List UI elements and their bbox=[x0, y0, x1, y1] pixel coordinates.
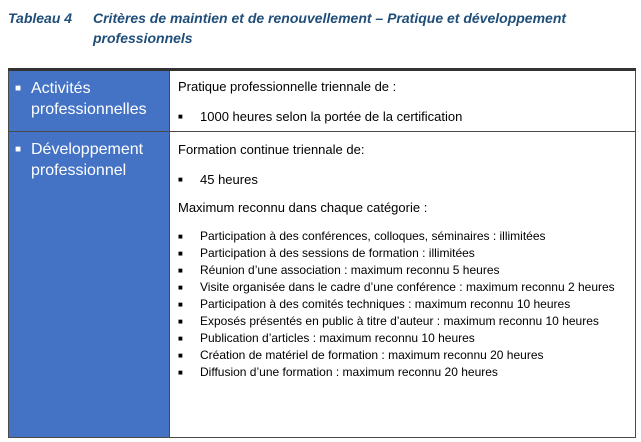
list-item: ■ Participation à des conférences, colloques, séminaires : illimitées bbox=[178, 229, 546, 243]
square-bullet-icon: ■ bbox=[178, 351, 183, 360]
square-bullet-icon: ■ bbox=[178, 266, 183, 275]
square-bullet-icon: ■ bbox=[178, 112, 183, 121]
row-label-line2: professionnelles bbox=[31, 101, 147, 118]
row-label-cell bbox=[9, 70, 170, 132]
square-bullet-icon: ■ bbox=[178, 175, 183, 184]
bullet-icon: ■ bbox=[15, 83, 22, 94]
row-label-line1: Développement bbox=[31, 141, 144, 158]
row-label-line2: professionnel bbox=[31, 162, 127, 179]
list-item: ■ 1000 heures selon la portée de la certification bbox=[178, 109, 463, 124]
category-list bbox=[178, 228, 635, 381]
row-content-cell bbox=[170, 132, 636, 438]
row-label-line1: Activités bbox=[31, 80, 91, 97]
row-content-cell bbox=[170, 70, 636, 132]
square-bullet-icon: ■ bbox=[178, 300, 183, 309]
table-title-line1: Critères de maintien et de renouvellement – Pratique et développement bbox=[93, 10, 567, 26]
table-number: Tableau 4 bbox=[8, 10, 73, 26]
list-item: ■ Création de matériel de formation : maximum reconnu 20 heures bbox=[178, 348, 544, 362]
max-label: Maximum reconnu dans chaque catégorie : bbox=[178, 200, 428, 215]
row-intro: Pratique professionnelle triennale de : bbox=[178, 79, 397, 94]
list-item: ■ Participation à des comités techniques : maximum reconnu 10 heures bbox=[178, 297, 571, 311]
square-bullet-icon: ■ bbox=[178, 317, 183, 326]
square-bullet-icon: ■ bbox=[178, 334, 183, 343]
list-item: ■ Participation à des sessions de formation : illimitées bbox=[178, 246, 475, 260]
criteria-table bbox=[8, 68, 636, 438]
bullet-icon: ■ bbox=[15, 144, 22, 155]
row-label-cell bbox=[9, 132, 170, 438]
table-row bbox=[9, 70, 636, 132]
square-bullet-icon: ■ bbox=[178, 232, 183, 241]
list-item: ■ Réunion d’une association : maximum reconnu 5 heures bbox=[178, 263, 500, 277]
table-title-line2: professionnels bbox=[93, 30, 193, 46]
square-bullet-icon: ■ bbox=[178, 368, 183, 377]
row-intro: Formation continue triennale de: bbox=[178, 142, 365, 157]
square-bullet-icon: ■ bbox=[178, 283, 183, 292]
list-item: ■ Publication d’articles : maximum reconnu 10 heures bbox=[178, 331, 475, 345]
list-item: ■ Diffusion d’une formation : maximum reconnu 20 heures bbox=[178, 365, 498, 379]
list-item: ■ Visite organisée dans le cadre d’une conférence : maximum reconnu 2 heures bbox=[178, 280, 615, 294]
table-caption bbox=[8, 8, 633, 48]
list-item: ■ 45 heures bbox=[178, 172, 258, 187]
square-bullet-icon: ■ bbox=[178, 249, 183, 258]
table-row bbox=[9, 132, 636, 438]
list-item: ■ Exposés présentés en public à titre d’auteur : maximum reconnu 10 heures bbox=[178, 314, 599, 328]
